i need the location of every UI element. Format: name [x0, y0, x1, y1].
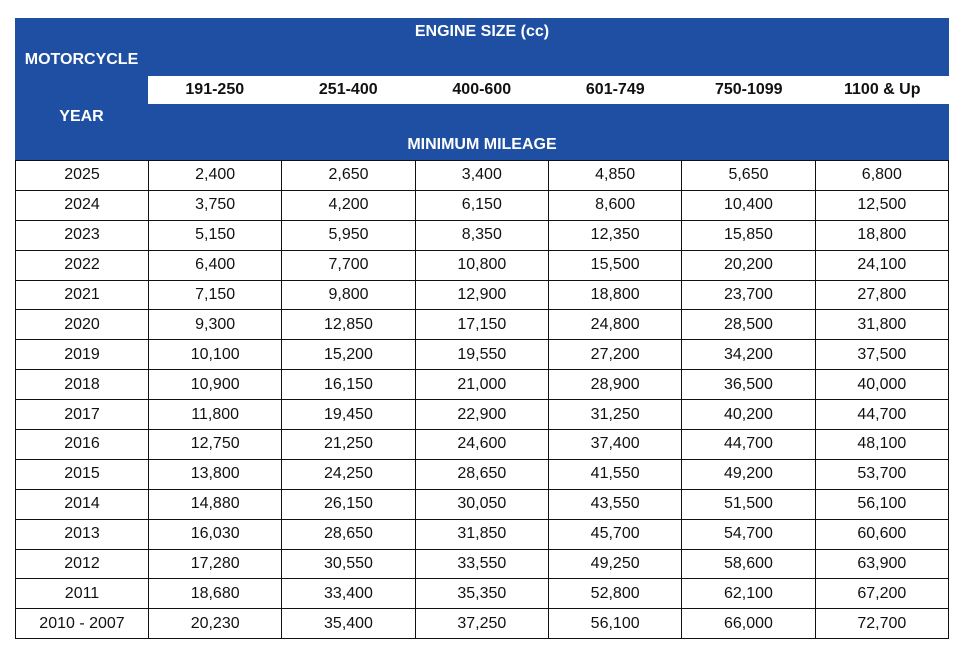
mileage-cell: 10,900 — [149, 370, 282, 400]
table-row — [16, 190, 949, 220]
mileage-cell: 44,700 — [815, 400, 948, 430]
mileage-cell: 31,850 — [415, 519, 548, 549]
table-row — [16, 370, 949, 400]
mileage-cell: 19,550 — [415, 340, 548, 370]
mileage-cell: 8,600 — [548, 190, 681, 220]
mileage-cell: 10,100 — [149, 340, 282, 370]
mileage-cell: 31,800 — [815, 310, 948, 340]
year-cell: 2023 — [16, 220, 149, 250]
mileage-cell: 48,100 — [815, 430, 948, 460]
column-header: 251-400 — [318, 81, 378, 98]
mileage-cell: 4,200 — [282, 190, 415, 220]
table-row — [16, 340, 949, 370]
motorcycle-heading: MOTORCYCLE — [24, 51, 139, 68]
year-cell: 2010 - 2007 — [16, 609, 149, 639]
mileage-cell: 49,200 — [682, 459, 815, 489]
mileage-cell: 30,550 — [282, 549, 415, 579]
mileage-cell: 12,850 — [282, 310, 415, 340]
mileage-cell: 67,200 — [815, 579, 948, 609]
mileage-cell: 20,200 — [682, 250, 815, 280]
mileage-cell: 22,900 — [415, 400, 548, 430]
mileage-cell: 12,350 — [548, 220, 681, 250]
mileage-cell: 14,880 — [149, 489, 282, 519]
table-row — [16, 250, 949, 280]
column-header: 400-600 — [452, 81, 512, 98]
mileage-cell: 17,150 — [415, 310, 548, 340]
engine-size-columns — [148, 76, 949, 104]
year-cell: 2011 — [16, 579, 149, 609]
mileage-cell: 23,700 — [682, 280, 815, 310]
mileage-cell: 12,900 — [415, 280, 548, 310]
year-cell: 2013 — [16, 519, 149, 549]
table-row — [16, 459, 949, 489]
mileage-cell: 15,850 — [682, 220, 815, 250]
table-row — [16, 609, 949, 639]
mileage-cell: 40,000 — [815, 370, 948, 400]
mileage-cell: 4,850 — [548, 161, 681, 191]
mileage-cell: 9,300 — [149, 310, 282, 340]
mileage-cell: 35,400 — [282, 609, 415, 639]
mileage-cell: 5,950 — [282, 220, 415, 250]
mileage-cell: 24,100 — [815, 250, 948, 280]
table-row — [16, 280, 949, 310]
mileage-cell: 3,400 — [415, 161, 548, 191]
table-row — [16, 310, 949, 340]
year-heading: YEAR — [59, 108, 104, 125]
table-row — [16, 161, 949, 191]
year-cell: 2019 — [16, 340, 149, 370]
table-row — [16, 220, 949, 250]
mileage-cell: 52,800 — [548, 579, 681, 609]
table-header — [15, 18, 949, 160]
mileage-cell: 37,400 — [548, 430, 681, 460]
mileage-cell: 8,350 — [415, 220, 548, 250]
table-row — [16, 400, 949, 430]
mileage-cell: 36,500 — [682, 370, 815, 400]
year-cell: 2021 — [16, 280, 149, 310]
mileage-cell: 37,250 — [415, 609, 548, 639]
year-cell: 2024 — [16, 190, 149, 220]
mileage-cell: 21,000 — [415, 370, 548, 400]
mileage-cell: 63,900 — [815, 549, 948, 579]
mileage-cell: 24,250 — [282, 459, 415, 489]
mileage-cell: 19,450 — [282, 400, 415, 430]
mileage-cell: 24,600 — [415, 430, 548, 460]
minimum-mileage-heading: MINIMUM MILEAGE — [407, 136, 557, 153]
mileage-cell: 27,200 — [548, 340, 681, 370]
mileage-cell: 9,800 — [282, 280, 415, 310]
mileage-cell: 28,650 — [282, 519, 415, 549]
mileage-cell: 62,100 — [682, 579, 815, 609]
mileage-cell: 56,100 — [815, 489, 948, 519]
mileage-cell: 12,500 — [815, 190, 948, 220]
mileage-cell: 24,800 — [548, 310, 681, 340]
mileage-cell: 18,680 — [149, 579, 282, 609]
mileage-cell: 28,500 — [682, 310, 815, 340]
mileage-cell: 44,700 — [682, 430, 815, 460]
mileage-cell: 51,500 — [682, 489, 815, 519]
mileage-cell: 54,700 — [682, 519, 815, 549]
mileage-cell: 3,750 — [149, 190, 282, 220]
year-cell: 2015 — [16, 459, 149, 489]
mileage-cell: 13,800 — [149, 459, 282, 489]
mileage-cell: 40,200 — [682, 400, 815, 430]
table-row — [16, 489, 949, 519]
mileage-data-table — [15, 160, 949, 639]
mileage-cell: 49,250 — [548, 549, 681, 579]
mileage-cell: 10,400 — [682, 190, 815, 220]
mileage-cell: 6,800 — [815, 161, 948, 191]
mileage-cell: 21,250 — [282, 430, 415, 460]
mileage-cell: 33,400 — [282, 579, 415, 609]
mileage-cell: 33,550 — [415, 549, 548, 579]
column-header: 750-1099 — [714, 81, 783, 98]
mileage-cell: 16,030 — [149, 519, 282, 549]
mileage-cell: 7,700 — [282, 250, 415, 280]
mileage-cell: 18,800 — [548, 280, 681, 310]
table-row — [16, 430, 949, 460]
mileage-cell: 15,500 — [548, 250, 681, 280]
mileage-cell: 66,000 — [682, 609, 815, 639]
mileage-cell: 35,350 — [415, 579, 548, 609]
mileage-table — [15, 18, 949, 639]
engine-size-heading: ENGINE SIZE (cc) — [414, 23, 550, 40]
mileage-cell: 20,230 — [149, 609, 282, 639]
mileage-cell: 28,900 — [548, 370, 681, 400]
year-cell: 2020 — [16, 310, 149, 340]
mileage-cell: 45,700 — [548, 519, 681, 549]
mileage-cell: 6,150 — [415, 190, 548, 220]
mileage-cell: 56,100 — [548, 609, 681, 639]
mileage-cell: 43,550 — [548, 489, 681, 519]
year-cell: 2025 — [16, 161, 149, 191]
mileage-cell: 60,600 — [815, 519, 948, 549]
mileage-cell: 27,800 — [815, 280, 948, 310]
mileage-cell: 12,750 — [149, 430, 282, 460]
mileage-cell: 31,250 — [548, 400, 681, 430]
mileage-cell: 11,800 — [149, 400, 282, 430]
mileage-cell: 7,150 — [149, 280, 282, 310]
year-cell: 2022 — [16, 250, 149, 280]
mileage-cell: 5,650 — [682, 161, 815, 191]
column-header: 1100 & Up — [844, 81, 921, 98]
year-cell: 2018 — [16, 370, 149, 400]
year-cell: 2014 — [16, 489, 149, 519]
mileage-cell: 26,150 — [282, 489, 415, 519]
column-header: 601-749 — [585, 81, 645, 98]
table-row — [16, 549, 949, 579]
year-cell: 2016 — [16, 430, 149, 460]
mileage-cell: 15,200 — [282, 340, 415, 370]
mileage-cell: 28,650 — [415, 459, 548, 489]
mileage-cell: 2,650 — [282, 161, 415, 191]
year-cell: 2012 — [16, 549, 149, 579]
mileage-cell: 53,700 — [815, 459, 948, 489]
table-row — [16, 579, 949, 609]
mileage-cell: 16,150 — [282, 370, 415, 400]
column-header: 191-250 — [185, 81, 245, 98]
mileage-cell: 10,800 — [415, 250, 548, 280]
mileage-cell: 17,280 — [149, 549, 282, 579]
mileage-cell: 58,600 — [682, 549, 815, 579]
table-row — [16, 519, 949, 549]
mileage-cell: 2,400 — [149, 161, 282, 191]
mileage-cell: 18,800 — [815, 220, 948, 250]
year-cell: 2017 — [16, 400, 149, 430]
mileage-cell: 6,400 — [149, 250, 282, 280]
mileage-cell: 37,500 — [815, 340, 948, 370]
mileage-cell: 30,050 — [415, 489, 548, 519]
mileage-cell: 72,700 — [815, 609, 948, 639]
mileage-cell: 5,150 — [149, 220, 282, 250]
mileage-cell: 41,550 — [548, 459, 681, 489]
mileage-cell: 34,200 — [682, 340, 815, 370]
